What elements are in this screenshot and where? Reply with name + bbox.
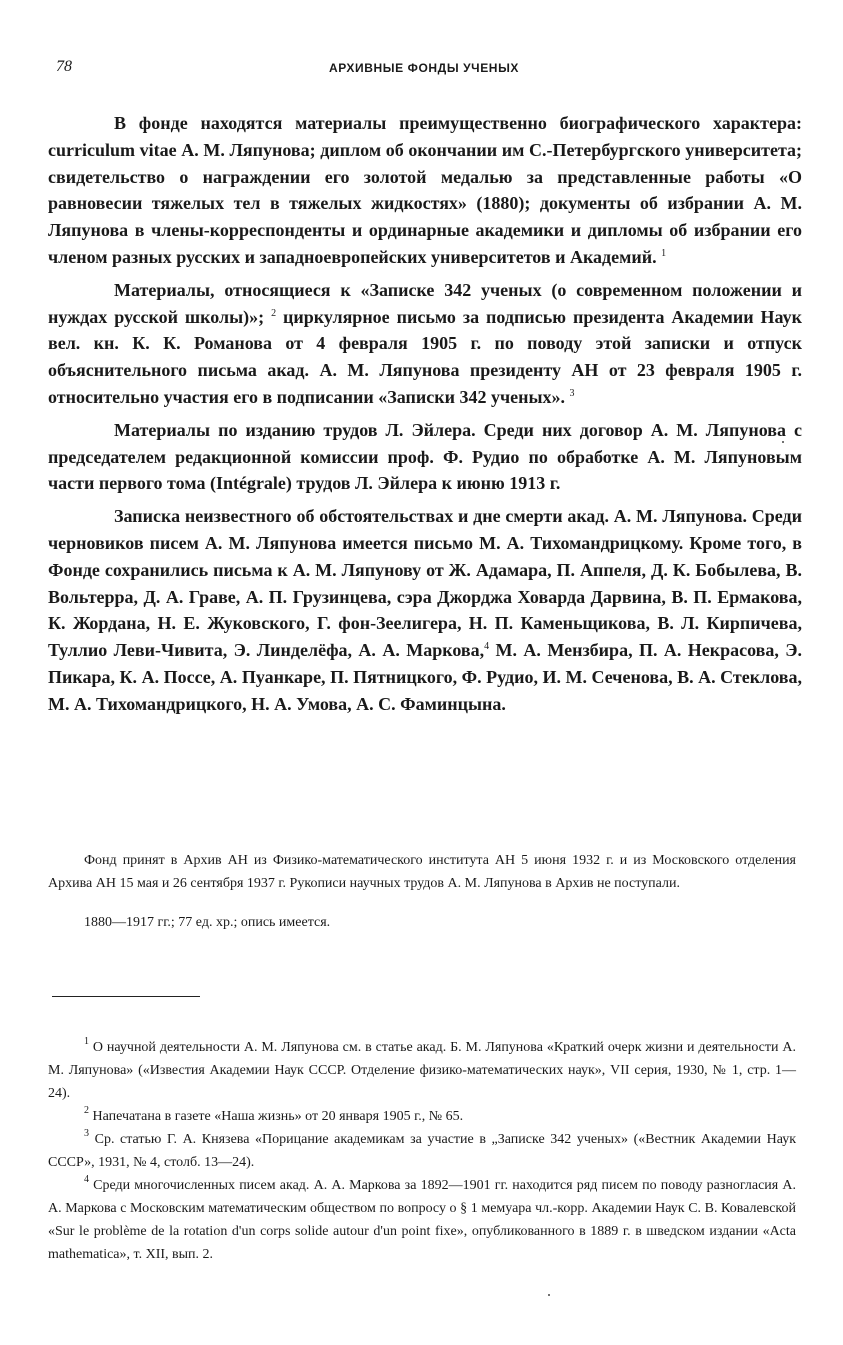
paragraph-biographical [48,110,802,271]
footnote-separator [52,996,200,997]
footnote [48,1105,796,1128]
footnotes [48,1036,796,1266]
footnote-ref-4: 4 [484,641,490,653]
footnote-ref-3: 3 [569,387,575,399]
footnote-number: 1 [84,1036,89,1047]
scan-speck [548,1294,550,1296]
footnote-number: 4 [84,1174,89,1185]
footnote-ref-1: 1 [661,247,667,259]
paragraph-text: Записка неизвестного об обстоятельствах и дне смерти акад. А. М. Ляпунова. Среди черновиков писем А. М. Ляпунова имеется письмо М. А. Тихомандрицкому. Кроме того, в Фонде сохранились письма к А. М. Ляпунову от Ж. Адамара, П. Аппеля, Д. К. Бобылева, В. Вольтерра, Д. А. Граве, А. П. Грузинцева, сэра Джорджа Ховарда Дарвина, В. П. Ермакова, К. Жордана, Н. Е. Жуковского, Г. фон-Зеелигера, Н. П. Каменьщикова, В. Л. Кирпичева, Туллио Леви-Чивита, Э. Линделёфа, А. А. Маркова, [48,506,802,661]
footnote-text: О научной деятельности А. М. Ляпунова см. в статье акад. Б. М. Ляпунова «Краткий очерк жизни и деятельности А. М. Ляпунова» («Известия Академии Наук СССР. Отделение физико-математических наук», VII серия, 1930, № 1, стр. 1—24). [48,1040,797,1101]
paragraph-text: М. А. Мензбира, П. А. Некрасова, Э. Пикара, К. А. Поссе, А. Пуанкаре, П. Пятницкого, Ф. Рудио, И. М. Сеченова, В. А. Стеклова, М. А. Тихомандрицкого, Н. А. Умова, А. С. Фаминцына. [48,640,803,714]
footnote [48,1128,796,1174]
running-head [48,58,800,82]
running-head-title: АРХИВНЫЕ ФОНДЫ УЧЕНЫХ [328,61,520,75]
paragraph-euler [48,417,802,497]
fond-note [48,850,796,933]
footnote [48,1036,796,1105]
paragraph-zapiska [48,277,802,411]
fond-extent: 1880—1917 гг.; 77 ед. хр.; опись имеется. [84,915,331,930]
footnote-ref-2: 2 [271,307,277,319]
paragraph-text: Материалы, относящиеся к «Записке 342 ученых (о современном положении и нуждах русской школы)»; [48,279,802,327]
main-text [48,110,802,718]
page-number: 78 [56,58,72,75]
footnote-number: 3 [84,1128,89,1139]
scan-speck [782,441,784,443]
fond-acquisition-note: Фонд принят в Архив АН из Физико-математического института АН 5 июня 1932 г. и из Московского отделения Архива АН 15 мая и 26 сентября 1937 г. Рукописи научных трудов А. М. Ляпунова в Архив не поступали. [48,853,796,891]
footnote-text: Среди многочисленных писем акад. А. А. Маркова за 1892—1901 гг. находится ряд писем по поводу разногласия А. А. Маркова с Московским математическим обществом по вопросу о § 1 мемуара чл.-корр. Академии Наук С. В. Ковалевской «Sur le problème de la rotation d'un corps solide autour d'un point fixe», опубликованного в 1889 г. в шведском издании «Acta mathematica», т. XII, вып. 2. [48,1178,797,1262]
paragraph-text: циркулярное письмо за подписью президента Академии Наук вел. кн. К. К. Романова от 4 февраля 1905 г. по поводу этой записки и отпуск объяснительного письма акад. А. М. Ляпунова президенту АН от 23 февраля 1905 г. относительно участия его в подписании «Записки 342 ученых». [48,306,803,407]
footnote [48,1174,796,1266]
footnote-number: 2 [84,1105,89,1116]
paragraph-text: Материалы по изданию трудов Л. Эйлера. Среди них договор А. М. Ляпунова с председателем редакционной комиссии проф. Ф. Рудио по обработке А. М. Ляпуновым части первого тома (Intégrale) трудов Л. Эйлера к июню 1913 г. [48,419,802,494]
paragraph-letters [48,503,802,717]
footnote-text: Ср. статью Г. А. Князева «Порицание академикам за участие в „Записке 342 ученых» («Вестник Академии Наук СССР», 1931, № 4, столб. 13—24). [48,1132,797,1170]
paragraph-text: В фонде находятся материалы преимущественно биографического характера: curriculum vitae А. М. Ляпунова; диплом об окончании им С.-Петербургского университета; свидетельство о награждении его золотой медалью за представленные работы «О равновесии тяжелых тел в тяжелых жидкостях» (1880); документы об избрании А. М. Ляпунова в члены-корреспонденты и ординарные академики и дипломы об избрании его членом разных русских и западноевропейских университетов и Академий. [48,113,802,267]
footnote-text: Напечатана в газете «Наша жизнь» от 20 января 1905 г., № 65. [92,1109,464,1124]
